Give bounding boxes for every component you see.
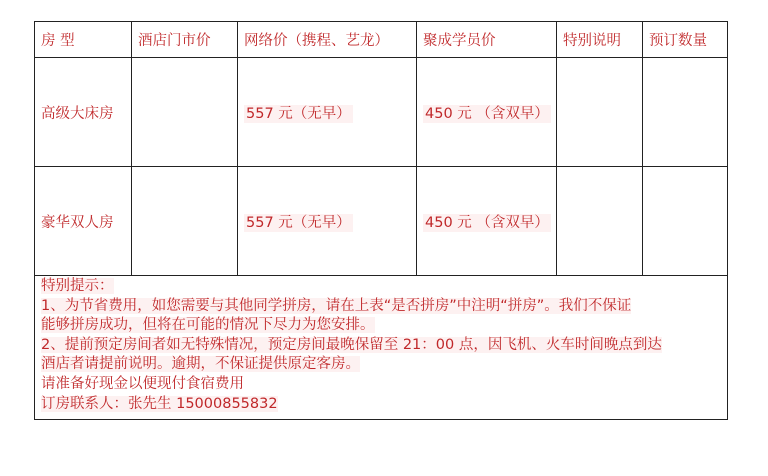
note-item-2-line-2: 酒店者请提前说明。逾期，不保证提供原定客房。	[41, 356, 360, 373]
member-price-value: 450 元 （含双早）	[425, 105, 549, 122]
special-note-cell	[557, 58, 643, 167]
special-note-cell	[557, 167, 643, 276]
table-row	[35, 58, 728, 167]
member-price-cell	[417, 167, 557, 276]
note-item-1-line-2: 能够拼房成功，但将在可能的情况下尽力为您安排。	[41, 317, 375, 334]
rack-rate-cell	[132, 167, 238, 276]
table-row	[35, 167, 728, 276]
notes-row	[35, 276, 728, 420]
cash-note: 请准备好现金以便现付食宿费用	[41, 375, 244, 392]
notes-title: 特别提示：	[41, 278, 114, 294]
online-price-cell	[238, 167, 417, 276]
notes-cell	[35, 276, 728, 420]
room-type-cell: 高级大床房	[35, 58, 132, 167]
member-price-cell	[417, 58, 557, 167]
header-row	[35, 22, 728, 58]
quantity-cell	[643, 167, 728, 276]
header-room-type: 房 型	[35, 22, 132, 58]
note-item-2-line-1: 2、提前预定房间者如无特殊情况，预定房间最晚保留至 21：00 点，因飞机、火车时间晚点到达	[41, 336, 662, 353]
online-price-value: 557 元（无早）	[246, 214, 351, 231]
booking-table	[34, 21, 728, 420]
note-item-1-line-1: 1、为节省费用，如您需要与其他同学拼房，请在上表“是否拼房”中注明“拼房”。我们不保证	[41, 297, 632, 314]
header-rack-rate: 酒店门市价	[132, 22, 238, 58]
contact-line: 订房联系人：张先生 15000855832	[41, 395, 278, 412]
header-member-price: 聚成学员价	[417, 22, 557, 58]
online-price-value: 557 元（无早）	[246, 105, 351, 122]
online-price-cell	[238, 58, 417, 167]
quantity-cell	[643, 58, 728, 167]
member-price-value: 450 元 （含双早）	[425, 214, 549, 231]
header-special-note: 特别说明	[557, 22, 643, 58]
room-type-cell: 豪华双人房	[35, 167, 132, 276]
header-online-price: 网络价（携程、艺龙）	[238, 22, 417, 58]
rack-rate-cell	[132, 58, 238, 167]
header-quantity: 预订数量	[643, 22, 728, 58]
